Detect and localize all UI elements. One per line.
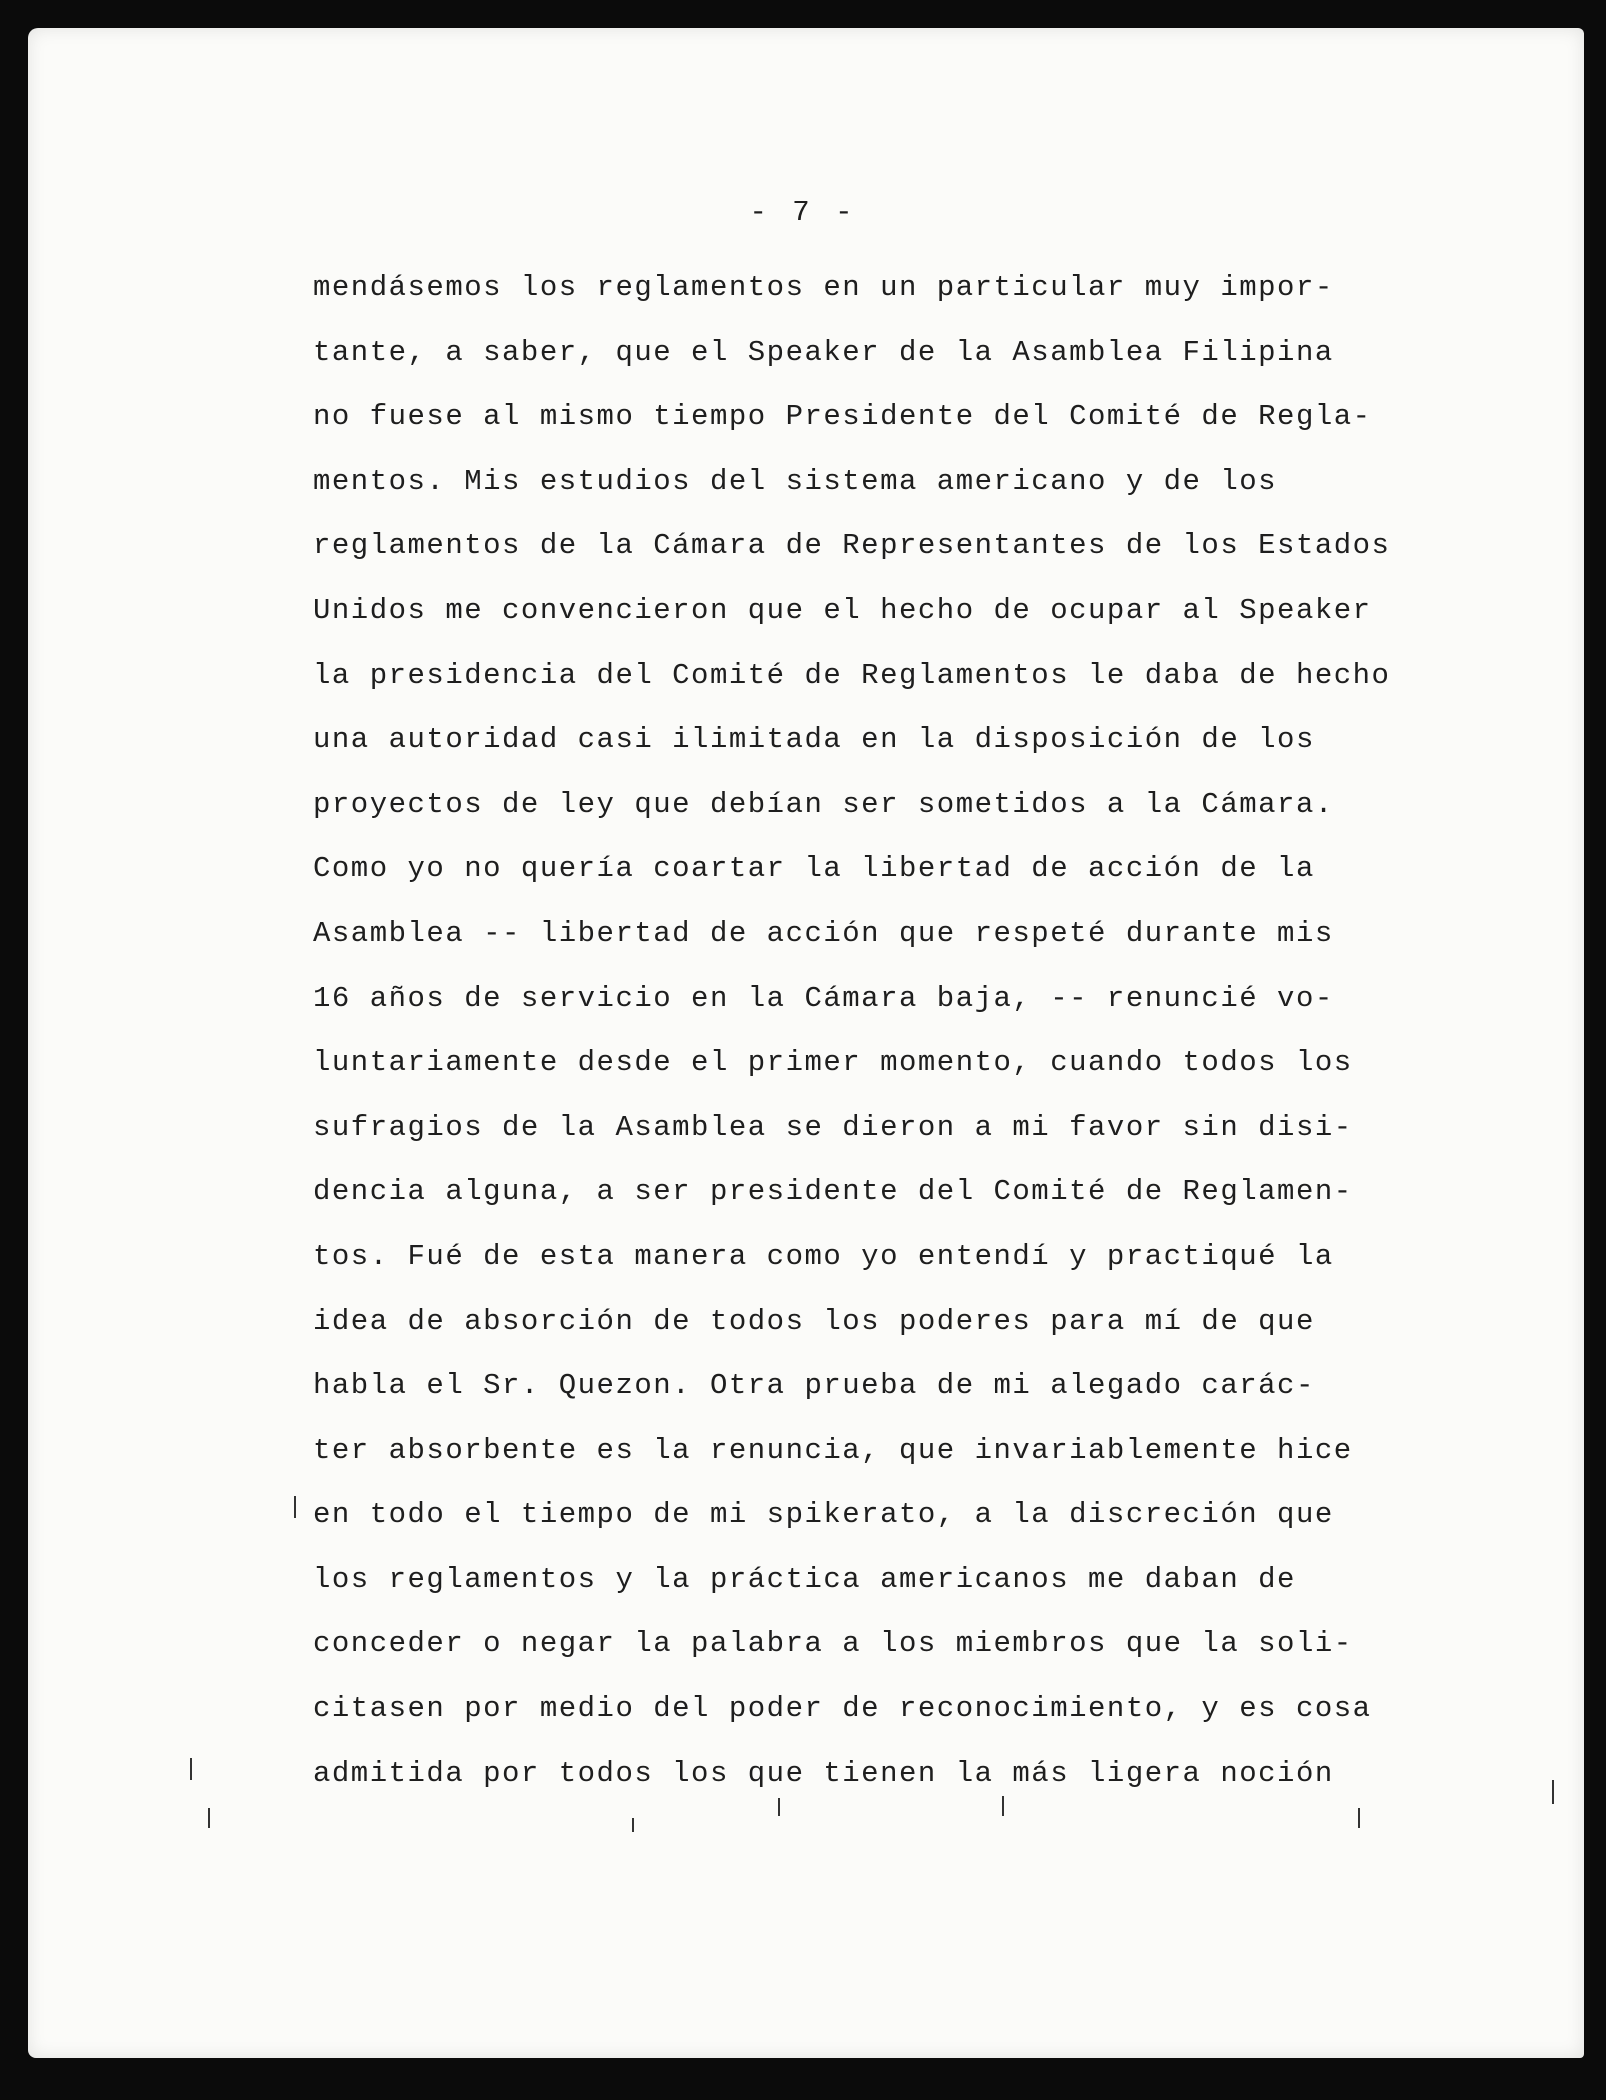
- text-line: los reglamentos y la práctica americanos me daban de: [313, 1562, 1296, 1596]
- scan-artifact: [632, 1818, 634, 1832]
- text-line: Como yo no quería coartar la libertad de acción de la: [313, 852, 1315, 886]
- text-line: habla el Sr. Quezon. Otra prueba de mi alegado carác-: [313, 1369, 1315, 1403]
- text-line: dencia alguna, a ser presidente del Comité de Reglamen-: [313, 1175, 1353, 1209]
- text-line: idea de absorción de todos los poderes para mí de que: [313, 1304, 1315, 1338]
- text-line: tos. Fué de esta manera como yo entendí y practiqué la: [313, 1239, 1334, 1273]
- text-line: Unidos me convencieron que el hecho de ocupar al Speaker: [313, 593, 1372, 627]
- text-line: la presidencia del Comité de Reglamentos le daba de hecho: [313, 658, 1391, 692]
- scan-artifact: [1552, 1780, 1554, 1804]
- text-line: reglamentos de la Cámara de Representantes de los Estados: [313, 529, 1391, 563]
- text-line: mendásemos los reglamentos en un particular muy impor-: [313, 271, 1334, 304]
- scan-artifact: [208, 1808, 210, 1828]
- text-line: conceder o negar la palabra a los miembros que la soli-: [313, 1627, 1353, 1661]
- text-line: tante, a saber, que el Speaker de la Asamblea Filipina: [313, 335, 1334, 369]
- text-line: mentos. Mis estudios del sistema americano y de los: [313, 464, 1278, 498]
- text-line: luntariamente desde el primer momento, cuando todos los: [313, 1046, 1353, 1080]
- text-line: sufragios de la Asamblea se dieron a mi favor sin disi-: [313, 1110, 1353, 1144]
- scan-artifact: [1002, 1796, 1004, 1816]
- scan-artifact: [1358, 1808, 1360, 1828]
- text-line: en todo el tiempo de mi spikerato, a la discreción que: [313, 1498, 1334, 1532]
- scan-artifact: [294, 1496, 296, 1518]
- text-line: ter absorbente es la renuncia, que invariablemente hice: [313, 1433, 1353, 1467]
- text-line: 16 años de servicio en la Cámara baja, -- renuncié vo-: [313, 981, 1334, 1015]
- scan-artifact: [190, 1758, 192, 1780]
- text-line: no fuese al mismo tiempo Presidente del Comité de Regla-: [313, 400, 1372, 434]
- scan-artifact: [778, 1798, 780, 1816]
- text-line: Asamblea -- libertad de acción que respeté durante mis: [313, 916, 1334, 950]
- text-line: proyectos de ley que debían ser sometidos a la Cámara.: [313, 787, 1334, 821]
- body-text: [313, 256, 1443, 1806]
- page-number: - 7 -: [749, 196, 857, 229]
- text-line: citasen por medio del poder de reconocimiento, y es cosa: [313, 1692, 1372, 1726]
- text-line: una autoridad casi ilimitada en la disposición de los: [313, 723, 1315, 757]
- text-line: admitida por todos los que tienen la más ligera noción: [313, 1756, 1334, 1790]
